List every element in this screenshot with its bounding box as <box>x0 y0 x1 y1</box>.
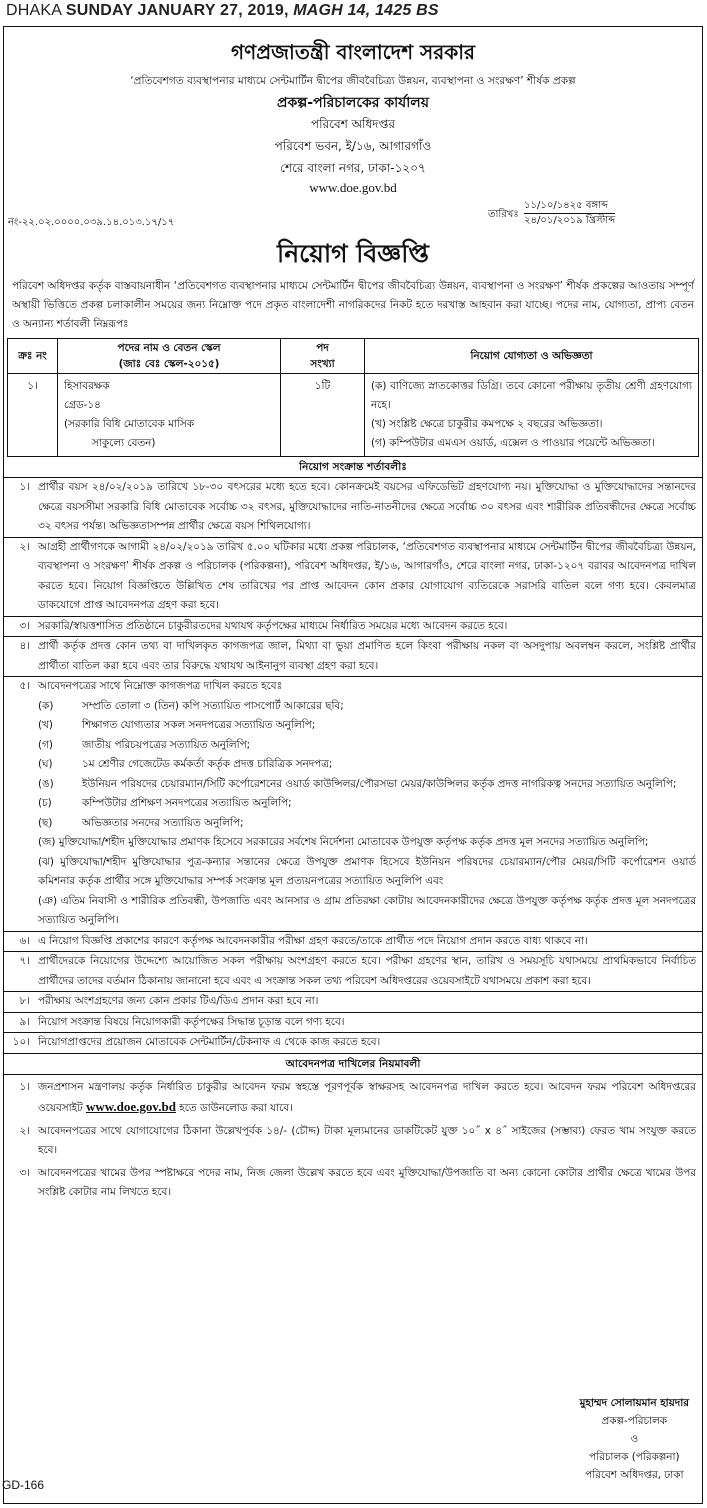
document-text: জাতীয় পরিচয়পত্রের সত্যায়িত অনুলিপি; <box>82 738 251 751</box>
document-key: (ঘ) <box>38 758 53 770</box>
condition-item <box>4 1013 702 1034</box>
document-key: (ছ) <box>38 816 53 829</box>
condition-text: নিয়োগপ্রাপ্তদের প্রয়োজন মোতাবেক সেন্টমার্টিন/টেকনাফ এ থেকে কাজ করতে হবে। <box>38 1036 381 1048</box>
condition-text: নিয়োগ সংক্রান্ত বিষয়ে নিয়োগকারী কর্তৃপক্ষের সিদ্ধান্ত চূড়ান্ত বলে গণ্য হবে। <box>38 1015 345 1028</box>
condition-number: ৩। <box>19 619 30 632</box>
condition-item <box>4 538 702 617</box>
document-item <box>38 794 696 814</box>
document-key: (ক) <box>38 699 54 712</box>
condition-text: প্রার্থী কর্তৃক প্রদত্ত কোন তথ্য বা দাখিলকৃত কাগজপত্র জাল, মিথ্যা বা ভুয়া প্রমাণিত হলে কিংবা পরীক্ষায় নকল বা অসদুপায় অবলম্বন করলে, সংশ্লিষ্ট প্রার্থীর প্রার্থীতা বাতিল করা হবে এবং তার বিরুদ্ধে যথাযথ আইনানুগ ব্যবস্থা গ্রহণ করা হবে। <box>38 640 696 672</box>
condition-number: ৪। <box>19 640 30 652</box>
condition-number: ৮। <box>19 995 30 1007</box>
document-item <box>38 775 696 795</box>
signatory-role-1: প্রকল্প-পরিচালক <box>601 1415 668 1427</box>
conditions-list <box>4 477 702 1054</box>
rule-text <box>38 1078 702 1119</box>
condition-number: ৫। <box>19 680 30 692</box>
project-name: ‘প্রতিবেশগত ব্যবস্থাপনার মাধ্যমে সেন্টমার্টিন দ্বীপের জীববৈচিত্র্য উন্নয়ন, ব্যবস্থাপনা ও সংরক্ষণ’ শীর্ষক প্রকল্প <box>130 75 576 87</box>
document-text: ইউনিয়ন পরিষদের চেয়ারম্যান/সিটি কর্পোরেশনের ওয়ার্ড কাউন্সিলর/পৌরসভা মেয়র/কাউন্সিলর কর্তৃক প্রদত্ত নাগরিকত্ব সনদের সত্যায়িত অনুলিপি; <box>82 777 677 790</box>
rules-list <box>4 1078 702 1203</box>
post-pay-1: (সরকারি বিধি মোতাবেক মাসিক <box>64 418 194 430</box>
rule-website-link[interactable]: www.doe.gov.bd <box>85 1099 176 1114</box>
header-post-name: পদের নাম ও বেতন স্কেল <box>117 342 221 354</box>
document-item: (জ) মুক্তিযোদ্ধা/শহীদ মুক্তিযোদ্ধার প্রমাণক হিসেবে সরকারের সর্বশেষ নির্দেশনা মোতাবেক উপযুক্ত কর্তৃপক্ষ কর্তৃক প্রদত্ত মূল সনদের সত্যায়িত অনুলিপি; <box>38 836 649 848</box>
condition-number: ৭। <box>19 955 30 967</box>
signature-block <box>580 1394 689 1484</box>
condition-text: সরকারি/স্বায়ত্তশাসিত প্রতিষ্ঠানে চাকুরীরতদের যথাযথ কর্তৃপক্ষের মাধ্যমে নির্ধারিত সময়ের মধ্যে আবেদন করতে হবে। <box>38 619 508 632</box>
memo-number: নং-২২.০২.০০০০.০৩৯.১৪.০১৩.১৭/১৭ <box>8 217 175 228</box>
date-bangla: ১১/১০/১৪২৫ বঙ্গাব্দ <box>524 199 615 214</box>
rule-item <box>4 1122 702 1161</box>
condition-number: ২। <box>19 540 30 553</box>
address-line-1: পরিবেশ ভবন, ই/১৬, আগারগাঁও <box>274 139 432 153</box>
row-serial: ১। <box>8 374 58 457</box>
header-qualification: নিয়োগ যোগ্যতা ও অভিজ্ঞতা <box>365 339 699 374</box>
dateline-bangla: MAGH 14, 1425 BS <box>293 2 439 19</box>
document-item <box>38 814 696 834</box>
intro-paragraph: পরিবেশ অধিদপ্তর কর্তৃক বাস্তবায়নাধীন ‘প্রতিবেশগত ব্যবস্থাপনার মাধ্যমে সেন্টমার্টিন দ্বীপের জীববৈচিত্র্য উন্নয়ন, ব্যবস্থাপনা ও সংরক্ষণ’ শীর্ষক প্রকল্পের আওতায় সম্পূর্ণ অস্থায়ী ভিত্তিতে প্রকল্প চলাকালীন সময়ের জন্য নিম্নোক্ত পদে প্রকৃত বাংলাদেশী নাগরিকদের নিকট হতে দরখাস্ত আহবান করা যাচ্ছে। পদের নাম, যোগ্যতা, প্রাপ্য বেতন ও অন্যান্য শর্তাবলী নিম্নরূপঃ <box>12 280 694 330</box>
row-qualification <box>365 374 699 457</box>
department-name: পরিবেশ অধিদপ্তর <box>311 117 395 131</box>
website-link[interactable]: www.doe.gov.bd <box>309 180 397 195</box>
condition-number: ৬। <box>19 934 30 947</box>
document-item <box>38 716 696 736</box>
condition-number: ১। <box>19 481 30 493</box>
signatory-role-2: পরিচালক (পরিকল্পনা) <box>589 1451 680 1463</box>
document-item <box>38 697 696 717</box>
rule-item <box>4 1164 702 1203</box>
table-header-row <box>8 339 699 374</box>
rule-number: ২। <box>19 1124 30 1137</box>
rules-title: আবেদনপত্র দাখিলের নিয়মাবলী <box>4 1054 702 1075</box>
condition-text: পরীক্ষায় অংশগ্রহণের জন্য কোন প্রকার টিএ/ডিএ প্রদান করা হবে না। <box>38 995 319 1007</box>
dateline-city: DHAKA <box>6 2 62 19</box>
condition-item <box>4 677 702 932</box>
header-count-2: সংখ্যা <box>310 358 335 370</box>
rule-number: ১। <box>19 1080 30 1093</box>
condition-item <box>4 637 702 677</box>
qualification-b: (খ) সংশ্লিষ্ট ক্ষেত্রে চাকুরীর কমপক্ষে ২ বছরের অভিজ্ঞতা। <box>371 418 603 430</box>
condition-text: প্রার্থীর বয়স ২৪/০২/২০১৯ তারিখে ১৮-৩০ বৎসরের মধ্যে হতে হবে। কোনক্রমেই বয়সের এফিডেভিট গ্রহণযোগ্য নয়। মুক্তিযোদ্ধা ও মুক্তিযোদ্ধাদের সন্তানদের ক্ষেত্রে বয়সসীমা সরকারি বিধি মোতাবেক সর্বোচ্চ ৩২ বৎসর, মুক্তিযোদ্ধাদের নাতি-নাতনীদের ক্ষেত্রে সর্বোচ্চ ৩০ বৎসর এবং শারীরিক প্রতিবন্ধীদের ক্ষেত্রে সর্বোচ্চ ৩২ বৎসর পর্যন্ত। অভিজ্ঞতাসম্পন্ন প্রার্থীর ক্ষেত্রে বয়স শিথিলযোগ্য। <box>38 481 696 532</box>
header-count-1: পদ <box>316 342 329 354</box>
document-item: (ঝ) মুক্তিযোদ্ধা/শহীদ মুক্তিযোদ্ধার পুত্র-কন্যার সন্তানের ক্ষেত্রে উপযুক্ত প্রমাণক হিসেবে ইউনিয়ন পরিষদের চেয়ারম্যান/পৌর মেয়র/সিটি কর্পোরেশন ওয়ার্ড কমিশনার কর্তৃক প্রার্থীর সঙ্গে মুক্তিযোদ্ধার সম্পর্ক সংক্রান্ত মূল প্রত্যয়নপত্রের সত্যায়িত অনুলিপি এবং <box>38 855 696 887</box>
header-post <box>58 339 281 374</box>
condition-item <box>4 1033 702 1054</box>
signatory-dept: পরিবেশ অধিদপ্তর, ঢাকা <box>585 1469 684 1481</box>
document-text: শিক্ষাগত যোগ্যতার সকল সনদপত্রের সত্যায়িত অনুলিপি; <box>82 719 316 731</box>
government-name: গণপ্রজাতন্ত্রী বাংলাদেশ সরকার <box>231 40 475 64</box>
document-key: (ঙ) <box>38 777 54 790</box>
documents-intro: আবেদনপত্রের সাথে নিম্নোক্ত কাগজপত্র দাখিল করতে হবেঃ <box>38 680 283 692</box>
dateline-day: SUNDAY JANUARY 27, 2019, <box>65 2 289 19</box>
signatory-name: মুহাম্মদ সোলায়মান হায়দার <box>579 1397 689 1409</box>
document-item <box>38 736 696 756</box>
documents-list <box>38 677 702 931</box>
rule-item <box>4 1078 702 1119</box>
document-item: (ঞ) এতিম নিবাসী ও শারীরিক প্রতিবন্ধী, উপজাতি এবং আনসার ও গ্রাম প্রতিরক্ষা কোটায় আবেদনকারীদের ক্ষেত্রে উপযুক্ত কর্তৃপক্ষ কর্তৃক প্রদত্ত মূল সনদপত্রের সত্যায়িত অনুলিপি। <box>38 894 696 926</box>
vacancy-table <box>7 338 699 457</box>
condition-text: আগ্রহী প্রার্থীগণকে আগামী ২৪/০২/২০১৯ তারিখ ৫.০০ ঘটিকার মধ্যে প্রকল্প পরিচালক, ‘প্রতিবেশগত ব্যবস্থাপনার মাধ্যমে সেন্টমার্টিন দ্বীপের জীববৈচিত্র্য উন্নয়ন, ব্যবস্থাপনা ও সংরক্ষণ’ শীর্ষক প্রকল্প ও পরিচালক (পরিকল্পনা), পরিবেশ অধিদপ্তর, ই/১৬, আগারগাঁও, শেরে বাংলা নগর, ঢাকা-১২০৭ বরাবর আবেদনপত্র দাখিল করতে হবে। নিয়োগ বিজ্ঞপ্তিতে উল্লিখিত শেষ তারিখের পর প্রাপ্ত আবেদন কোন প্রকার যোগাযোগ ব্যতিরেকে সরাসরি বাতিল বলে গণ্য হবে। কেবলমাত্র ডাকযোগে প্রাপ্ত আবেদনপত্র গ্রহণ করা হবে। <box>38 540 696 611</box>
rule-number: ৩। <box>19 1166 30 1179</box>
condition-text: এ নিয়োগ বিজ্ঞপ্তি প্রকাশের কারণে কর্তৃপক্ষ আবেদনকারীর পরীক্ষা গ্রহণ করতে/তাকে প্রার্থীত পদে নিয়োগ প্রদান করতে বাধ্য থাকবে না। <box>38 934 588 947</box>
condition-item <box>4 477 702 538</box>
post-grade: গ্রেড-১৪ <box>64 399 101 411</box>
office-name: প্রকল্প-পরিচালকের কার্যালয় <box>277 95 429 111</box>
issue-dates <box>524 199 615 228</box>
document-key: (গ) <box>38 738 53 751</box>
newspaper-dateline <box>0 0 707 22</box>
document-text: অভিজ্ঞতার সনদের সত্যায়িত অনুলিপি; <box>82 816 244 829</box>
condition-number: ১০। <box>12 1036 30 1048</box>
condition-item <box>4 932 702 953</box>
header-count <box>281 339 365 374</box>
condition-item <box>4 952 702 992</box>
table-row <box>8 374 699 457</box>
date-label: তারিখঃ <box>488 209 519 220</box>
signatory-and: ও <box>630 1433 639 1445</box>
rule-text: আবেদনপত্রের খামের উপর স্পষ্টাক্ষরে পদের নাম, নিজ জেলা উল্লেখ করতে হবে এবং মুক্তিযোদ্ধা/উপজাতি বা অন্য কোনো কোটার প্রার্থীর ক্ষেত্রে খামের উপর সংশ্লিষ্ট কোটার নাম লিখতে হবে। <box>38 1166 696 1198</box>
document-text: ১ম শ্রেণীর গেজেটেড কর্মকর্তা কর্তৃক প্রদত্ত চারিত্রিক সনদপত্র; <box>82 758 333 770</box>
rule-text: আবেদনপত্রের সাথে যোগাযোগের ঠিকানা উল্লেখপূর্বক ১৪/- (চৌদ্দ) টাকা মূল্যমানের ডাকটিকেট যুক্ত ১০˝ x ৪˝ সাইজের (সম্ভাব্য) ফেরত খাম সংযুক্ত করতে হবে। <box>38 1124 696 1156</box>
header-serial: ক্রঃ নং <box>8 339 58 374</box>
row-post <box>58 374 281 457</box>
date-english: ২৪/০১/২০১৯ খ্রিস্টাব্দ <box>524 215 616 226</box>
document-text: সম্প্রতি তোলা ৩ (তিন) কপি সত্যায়িত পাসপোর্ট আকারের ছবি; <box>82 699 344 712</box>
job-advertisement <box>3 26 703 1504</box>
condition-number: ৯। <box>19 1015 30 1028</box>
header-post-scale: (জাঃ বেঃ স্কেল-২০১৫) <box>118 358 220 370</box>
document-text: কম্পিউটার প্রশিক্ষণ সনদপত্রের সত্যায়িত অনুলিপি; <box>82 797 292 809</box>
reference-row <box>4 197 702 231</box>
condition-text: প্রার্থীদেরকে নিয়োগের উদ্দেশ্যে আয়োজিত সকল পরীক্ষায় অংশগ্রহণ করতে হবে। পরীক্ষা গ্রহণের স্থান, তারিখ ও সময়সূচি যথাসময়ে প্রাথমিকভাবে নির্বাচিত প্রার্থীদের তাদের বর্তমান ঠিকানায় জানানো হবে এবং এ সংক্রান্ত সকল তথ্য পরিবেশ অধিদপ্তরের ওয়েবসাইটে যথাসময়ে প্রকাশ করা হবে। <box>38 955 696 987</box>
document-key: (চ) <box>38 797 52 809</box>
qualification-c: (গ) কম্পিউটার এমএস ওয়ার্ড, এক্সেল ও পাওয়ার পয়েন্টে অভিজ্ঞতা। <box>371 437 655 449</box>
notice-title: নিয়োগ বিজ্ঞপ্তি <box>277 239 429 268</box>
conditions-title: নিয়োগ সংক্রান্ত শর্তাবলীঃ <box>299 461 407 473</box>
document-key: (খ) <box>38 719 53 731</box>
condition-item <box>4 992 702 1013</box>
condition-item <box>4 617 702 638</box>
document-item <box>38 755 696 775</box>
rule-text-b: হতে ডাউনলোড করা যাবে। <box>179 1102 293 1114</box>
post-pay-2: সাকুল্যে বেতন) <box>92 437 156 449</box>
address-line-2: শেরে বাংলা নগর, ঢাকা-১২০৭ <box>280 161 426 175</box>
rule-text-a: জনপ্রশাসন মন্ত্রণালয় কর্তৃক নির্ধারিত চাকুরীর আবেদন ফরম স্বহস্তে পূরণপূর্বক স্বাক্ষরসহ আবেদনপত্র দাখিল করতে হবে। আবেদন ফরম পরিবেশ অধিদপ্তরের ওয়েবসাইট <box>38 1080 696 1114</box>
qualification-a: (ক) বাণিজ্যে স্নাতকোত্তর ডিগ্রি। তবে কোনো পরীক্ষায় তৃতীয় শ্রেণী গ্রহণযোগ্য নহে। <box>371 380 692 411</box>
post-name: হিসাবরক্ষক <box>64 380 110 392</box>
row-count: ১টি <box>281 374 365 457</box>
ad-code: GD-166 <box>2 1478 45 1492</box>
